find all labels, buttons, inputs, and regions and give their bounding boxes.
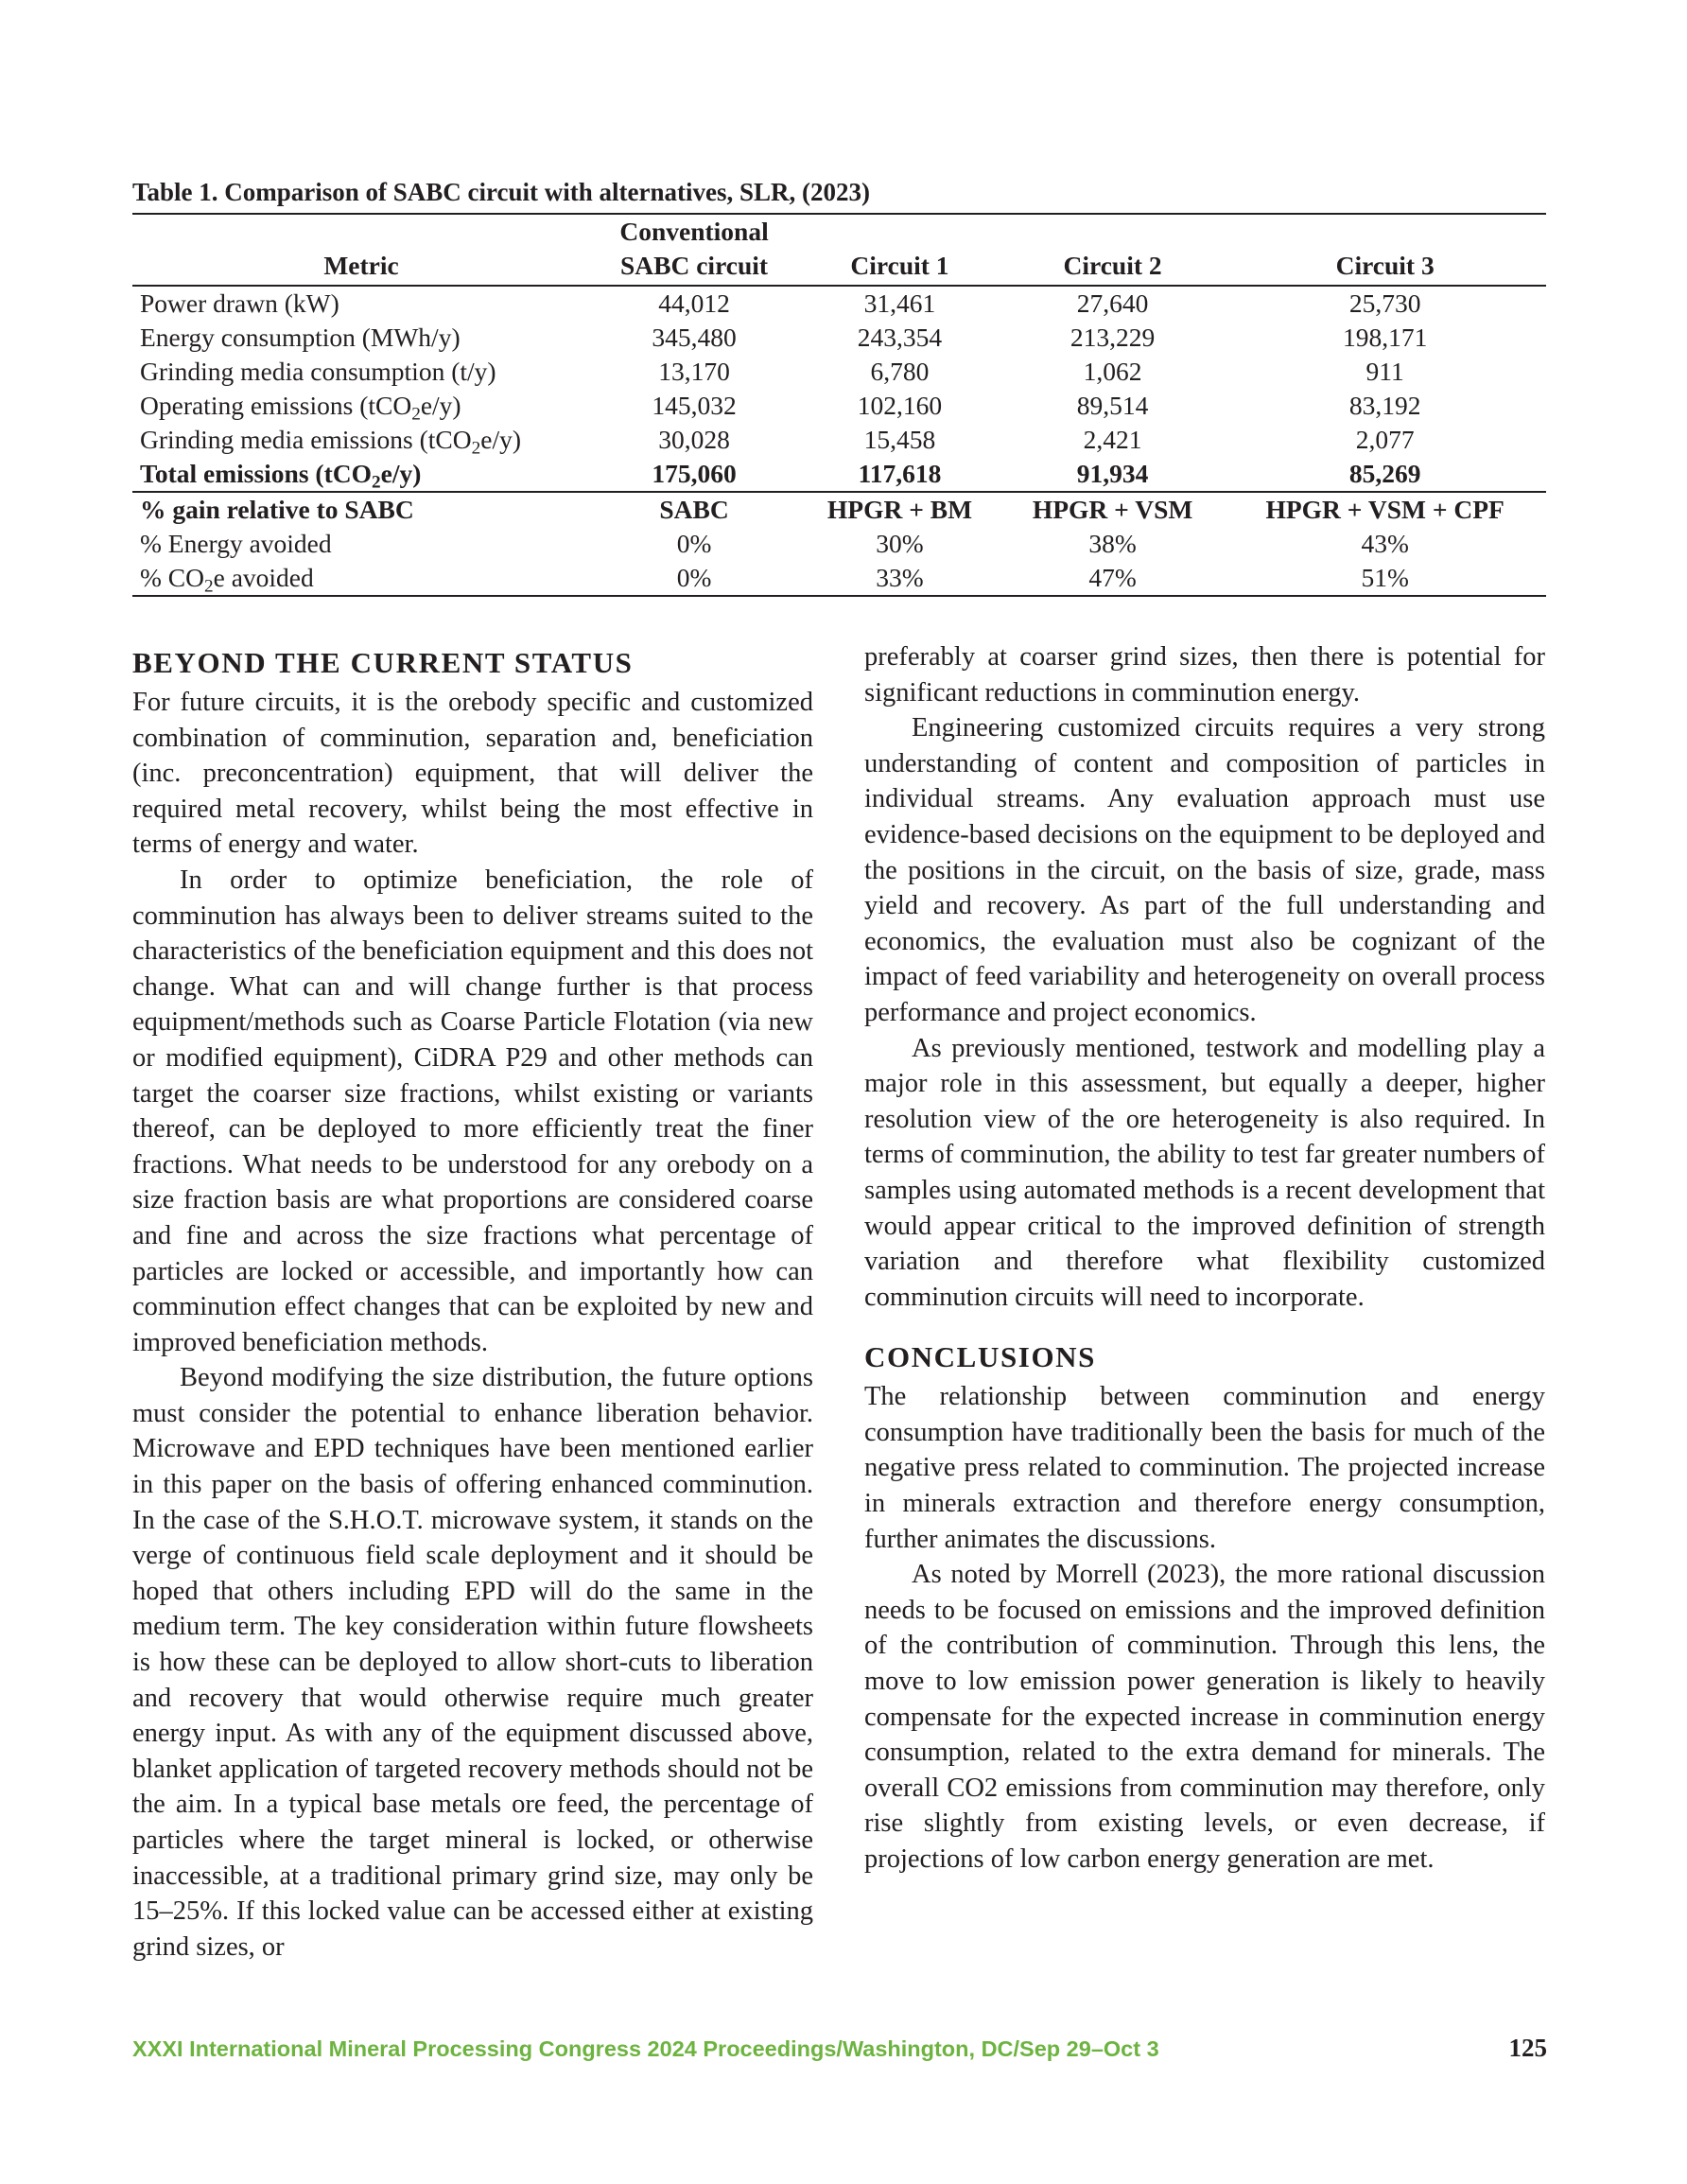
- comparison-table-block: [132, 178, 1546, 597]
- paragraph: preferably at coarser grind sizes, then there is potential for significant reductions in comminution energy.: [864, 642, 1545, 708]
- gain-header-row: [132, 492, 1546, 527]
- value-cell-2: 117,618: [858, 459, 942, 488]
- value-cell-1: 175,060: [652, 459, 737, 488]
- value-cell-2: 6,780: [870, 357, 930, 386]
- metric-label: % gain relative to SABC: [140, 495, 414, 524]
- table-header-row: [132, 214, 1546, 286]
- paragraph: As previously mentioned, testwork and modelling play a major role in this assessment, but equally a deeper, higher resolution view of the ore heterogeneity is also required. In terms of comminution, the ability to test far greater numbers of samples using automated methods is a recent development that would appear critical to the improved definition of strength variation and therefore what flexibility customized comminution circuits will need to incorporate.: [864, 1033, 1545, 1312]
- metric-label: Energy consumption (MWh/y): [140, 323, 461, 352]
- table-row: [132, 561, 1546, 596]
- value-cell-2: HPGR + BM: [826, 495, 973, 524]
- value-cell-4: 51%: [1361, 563, 1409, 592]
- value-cell-3: 89,514: [1076, 391, 1149, 420]
- value-cell-4: 25,730: [1348, 288, 1421, 318]
- header-circuit-1: Circuit 1: [850, 251, 949, 280]
- value-cell-2: 30%: [876, 529, 924, 558]
- header-circuit-2: Circuit 2: [1063, 251, 1162, 280]
- paragraph: Engineering customized circuits requires a very strong understanding of content and composition of particles in individual streams. Any evaluation approach must use evidence-based decisions on the equipment to be deployed and the positions in the circuit, on the basis of size, grade, mass yield and recovery. As part of the full understanding and economics, the evaluation must also be cognizant of the impact of feed variability and heterogeneity on overall process performance and project economics.: [864, 713, 1545, 1027]
- header-circuit-3: Circuit 3: [1335, 251, 1435, 280]
- table-row: [132, 423, 1546, 457]
- value-cell-1: 145,032: [652, 391, 737, 420]
- table-row: [132, 286, 1546, 321]
- page-number: 125: [1508, 2034, 1547, 2062]
- value-cell-3: 1,062: [1083, 357, 1142, 386]
- value-cell-4: 83,192: [1348, 391, 1421, 420]
- value-cell-2: 102,160: [857, 391, 943, 420]
- metric-label: % Energy avoided: [140, 529, 332, 558]
- table-row: [132, 321, 1546, 355]
- gain-rows: [132, 492, 1546, 596]
- value-cell-1: 0%: [676, 563, 712, 592]
- table-row: [132, 527, 1546, 561]
- paragraph: Beyond modifying the size distribution, the future options must consider the potential to enhance liberation behavior. Microwave and EPD techniques have been mentioned earlier in this paper on the basis of offering enhanced comminution. In the case of the S.H.O.T. microwave system, it stands on the verge of continuous field scale deployment and it should be hoped that others including EPD will do the same in the medium term. The key consideration within future flowsheets is how these can be deployed to allow short-cuts to liberation and recovery that would otherwise require much greater energy input. As with any of the equipment discussed above, blanket application of targeted recovery methods should not be the aim. In a typical base metals ore feed, the percentage of particles where the target mineral is locked, or otherwise inaccessible, at a traditional primary grind size, may only be 15–25%. If this locked value can be accessed either at existing grind sizes, or: [132, 1363, 813, 1962]
- value-cell-4: HPGR + VSM + CPF: [1265, 495, 1504, 524]
- header-conventional-sabc: Conventional SABC circuit: [619, 217, 769, 280]
- value-cell-1: 0%: [676, 529, 712, 558]
- value-cell-1: 345,480: [652, 323, 737, 352]
- metric-label: Operating emissions (tCO2e/y): [140, 391, 461, 425]
- left-column: [132, 639, 813, 1965]
- right-column: [864, 639, 1545, 1878]
- value-cell-2: 15,458: [863, 425, 936, 454]
- value-cell-4: 911: [1365, 357, 1404, 386]
- metric-label: % CO2e avoided: [140, 563, 314, 597]
- metric-label: Power drawn (kW): [140, 288, 339, 318]
- section-heading-conclusions: CONCLUSIONS: [864, 1340, 1096, 1374]
- footer-conference-name: XXXI International Mineral Processing Congress 2024 Proceedings/Washington, DC/Sep 29–Oct 3: [132, 2036, 1159, 2061]
- metric-label: Grinding media consumption (t/y): [140, 357, 496, 386]
- paragraph: As noted by Morrell (2023), the more rational discussion needs to be focused on emissions and the improved definition of the contribution of comminution. Through this lens, the move to low emission power generation is likely to heavily compensate for the expected increase in comminution energy consumption, related to the extra demand for minerals. The overall CO2 emissions from comminution may therefore, only rise slightly from existing levels, or even decrease, if projections of low carbon energy generation are met.: [864, 1560, 1545, 1874]
- value-cell-3: 38%: [1088, 529, 1137, 558]
- value-cell-2: 243,354: [857, 323, 943, 352]
- paragraph: For future circuits, it is the orebody specific and customized combination of comminution, separation and, beneficiation (inc. preconcentration) equipment, that will deliver the required metal recovery, whilst being the most effective in terms of energy and water.: [132, 688, 813, 860]
- value-cell-2: 33%: [876, 563, 924, 592]
- metric-label: Grinding media emissions (tCO2e/y): [140, 425, 521, 459]
- total-emissions-row: [132, 457, 1546, 492]
- paragraph: In order to optimize beneficiation, the role of comminution has always been to deliver streams suited to the characteristics of the beneficiation equipment and this does not change. What can and will change further is that process equipment/methods such as Coarse Particle Flotation (via new or modified equipment), CiDRA P29 and other methods can target the coarser size fractions, whilst existing or variants thereof, can be deployed to more efficiently treat the finer fractions. What needs to be understood for any orebody on a size fraction basis are what proportions are considered coarse and fine and across the size fractions what percentage of particles are locked or accessible, and importantly how can comminution effect changes that can be exploited by new and improved beneficiation methods.: [132, 865, 813, 1357]
- metric-label: Total emissions (tCO2e/y): [140, 459, 422, 493]
- value-cell-3: 91,934: [1076, 459, 1149, 488]
- value-cell-1: 13,170: [658, 357, 730, 386]
- value-cell-1: 44,012: [658, 288, 730, 318]
- value-cell-4: 85,269: [1348, 459, 1421, 488]
- header-metric: Metric: [323, 251, 399, 280]
- value-cell-1: 30,028: [658, 425, 730, 454]
- value-cell-4: 43%: [1361, 529, 1409, 558]
- table-row: [132, 389, 1546, 423]
- value-cell-3: 47%: [1088, 563, 1137, 592]
- value-cell-2: 31,461: [863, 288, 936, 318]
- section-heading-beyond: BEYOND THE CURRENT STATUS: [132, 646, 634, 679]
- paragraph: The relationship between comminution and energy consumption have traditionally been the basis for much of the negative press related to comminution. The projected increase in minerals extraction and therefore energy consumption, further animates the discussions.: [864, 1382, 1545, 1554]
- metric-rows: [132, 286, 1546, 492]
- table-row: [132, 355, 1546, 389]
- value-cell-3: 27,640: [1076, 288, 1149, 318]
- value-cell-3: HPGR + VSM: [1032, 495, 1193, 524]
- value-cell-4: 2,077: [1355, 425, 1415, 454]
- value-cell-3: 213,229: [1070, 323, 1156, 352]
- comparison-table: [132, 213, 1546, 597]
- table-caption: Table 1. Comparison of SABC circuit with alternatives, SLR, (2023): [132, 178, 871, 206]
- value-cell-1: SABC: [659, 495, 729, 524]
- value-cell-4: 198,171: [1342, 323, 1428, 352]
- value-cell-3: 2,421: [1083, 425, 1142, 454]
